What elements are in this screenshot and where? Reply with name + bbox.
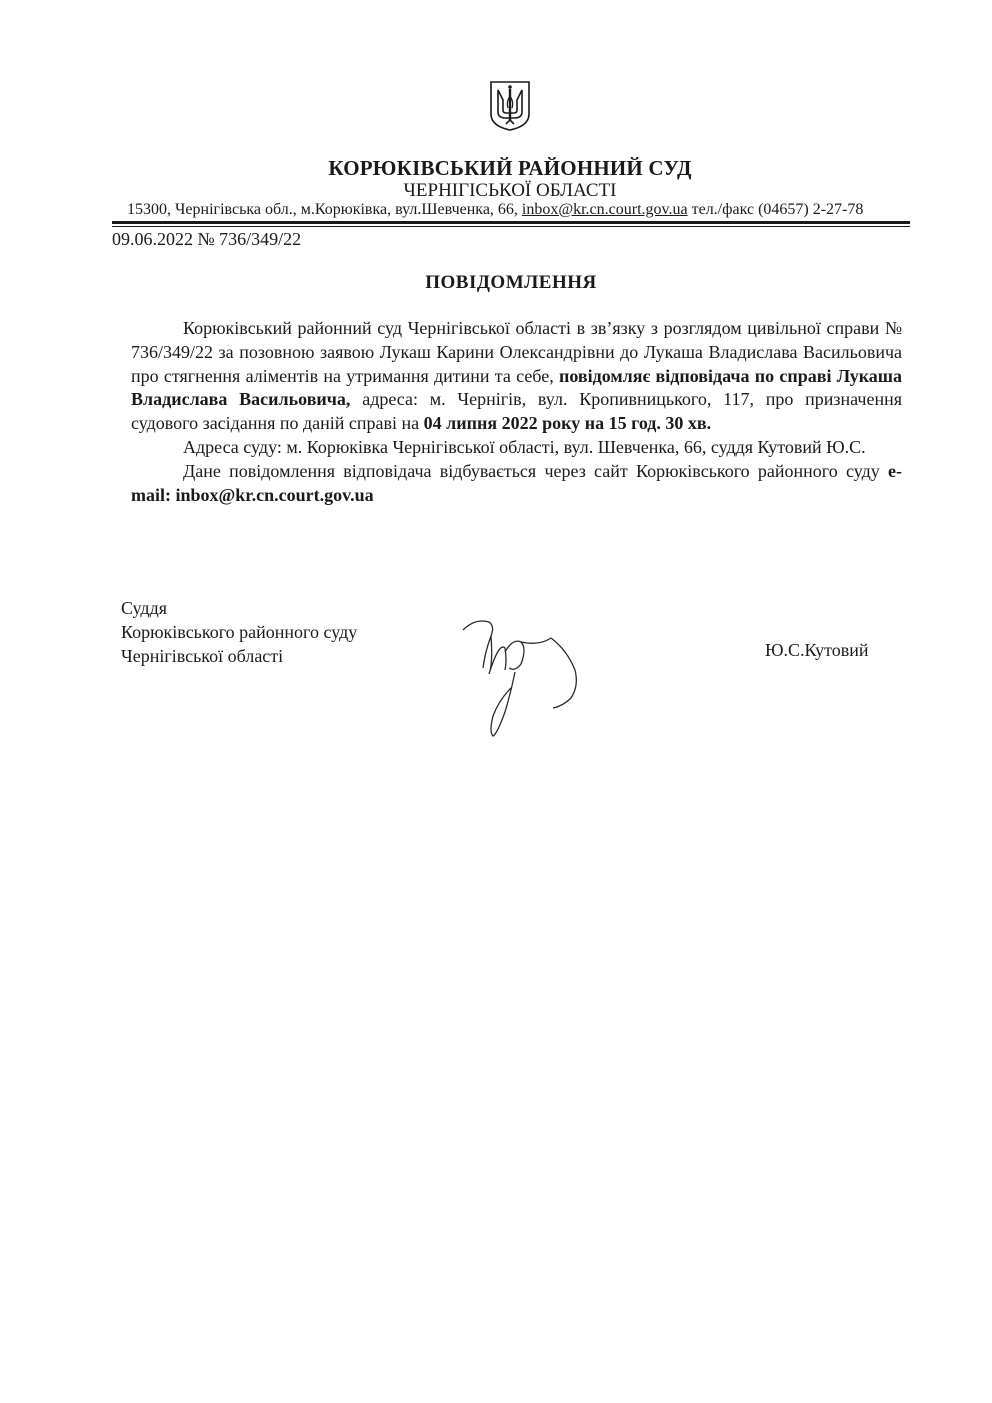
hearing-date: 04 липня 2022 року на 15 год. 30 хв. [423,413,712,434]
document-reference: 09.06.2022 № 736/349/22 [112,229,302,249]
signature-block [121,596,357,668]
trident-emblem-icon [489,80,531,132]
signer-region: Чернігівської області [121,646,284,666]
notice-body [131,317,902,507]
signer-court: Корюківського районного суду [121,622,358,642]
paragraph-text: Дане повідомлення відповідача відбувається через сайт Корюківського районного суду [183,460,889,481]
court-address-line [127,201,897,219]
court-phone: тел./факс (04657) 2-27-78 [687,201,864,218]
paragraph-text: Корюківський районний суд Чернігівської області в зв’язку з розглядом цивільної справи № 736/349/22 за позовною заявою Лукаш Карини Олександрівни до Лукаша Владислава Васильовича про стягнення аліментів на утримання дитини та себе, [131,318,902,386]
judge-name: Ю.С.Кутовий [765,640,869,660]
court-contact-email: e-mail: inbox@kr.cn.court.gov.ua [131,460,902,505]
header-rule-thin [112,226,910,227]
court-name: КОРЮКІВСЬКИЙ РАЙОННИЙ СУД [328,156,692,180]
handwritten-signature [455,612,585,744]
court-address: 15300, Чернігівська обл., м.Корюківка, вул.Шевченка, 66, [127,201,522,218]
court-email-link[interactable]: inbox@kr.cn.court.gov.ua [521,201,688,218]
notice-paragraph-2: Адреса суду: м. Корюківка Чернігівської області, вул. Шевченка, 66, суддя Кутовий Ю.С. [183,436,866,457]
header-rule-thick [112,221,910,224]
defendant-notice: повідомляє відповідача по справі Лукаша Владислава Васильовича, [131,365,902,410]
notice-paragraph-1 [131,317,902,436]
court-region: ЧЕРНІГІСЬКОЇ ОБЛАСТІ [403,180,617,201]
signer-title: Суддя [121,598,168,618]
paragraph-text: адреса: м. Чернігів, вул. Кропивницького, 117, про призначення судового засідання по даній справі на [131,389,902,434]
document-title: ПОВІДОМЛЕННЯ [425,272,597,293]
notice-paragraph-3 [131,460,902,508]
